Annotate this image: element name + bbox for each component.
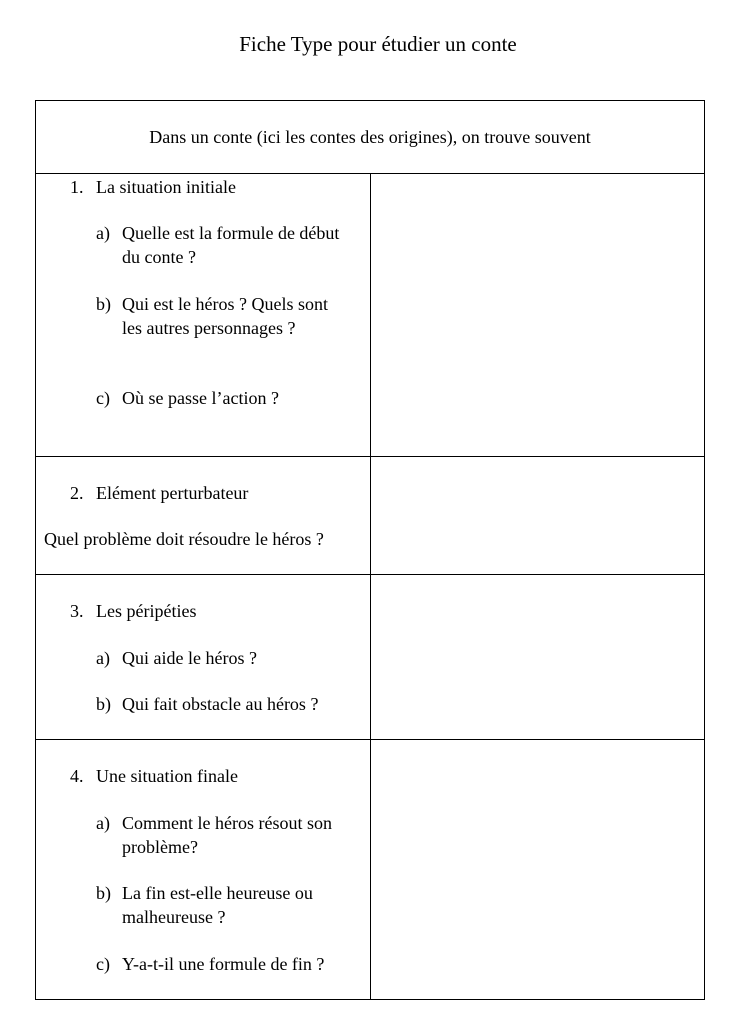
question-cell xyxy=(36,457,371,574)
story-worksheet-table xyxy=(35,100,705,1000)
section-situation-initiale xyxy=(36,174,704,457)
item-text: Qui est le héros ? Quels sont les autres personnages ? xyxy=(122,294,328,338)
item-marker: a) xyxy=(96,648,110,668)
section-number: 4. xyxy=(70,766,84,786)
question-cell xyxy=(36,174,371,456)
section-situation-finale xyxy=(36,740,704,999)
item-marker: b) xyxy=(96,694,111,714)
section-number: 2. xyxy=(70,483,84,503)
item-text: Quelle est la formule de début du conte ? xyxy=(122,223,340,267)
item-marker: a) xyxy=(96,223,110,243)
answer-cell xyxy=(371,174,704,456)
item-marker: c) xyxy=(96,388,110,408)
item-marker: b) xyxy=(96,883,111,903)
item-marker: b) xyxy=(96,294,111,314)
item-text: Comment le héros résout son problème? xyxy=(122,813,332,857)
section-heading: Les péripéties xyxy=(96,601,197,621)
item-marker: a) xyxy=(96,813,110,833)
section-number: 3. xyxy=(70,601,84,621)
item-text: Qui fait obstacle au héros ? xyxy=(122,694,319,714)
section-peripeties xyxy=(36,575,704,740)
section-number: 1. xyxy=(70,177,84,197)
section-heading: Une situation finale xyxy=(96,766,238,786)
question-cell xyxy=(36,575,371,739)
answer-cell xyxy=(371,575,704,739)
item-text: La fin est-elle heureuse ou malheureuse ? xyxy=(122,883,313,927)
item-marker: c) xyxy=(96,954,110,974)
item-text: Y-a-t-il une formule de fin ? xyxy=(122,954,325,974)
answer-cell xyxy=(371,457,704,574)
item-text: Où se passe l’action ? xyxy=(122,388,279,408)
section-heading: La situation initiale xyxy=(96,177,236,197)
question-cell xyxy=(36,740,371,999)
section-question: Quel problème doit résoudre le héros ? xyxy=(44,529,324,549)
document-title: Fiche Type pour étudier un conte xyxy=(239,32,517,56)
section-element-perturbateur xyxy=(36,457,704,575)
section-heading: Elément perturbateur xyxy=(96,483,249,503)
answer-cell xyxy=(371,740,704,999)
table-header: Dans un conte (ici les contes des origines), on trouve souvent xyxy=(36,101,704,174)
item-text: Qui aide le héros ? xyxy=(122,648,257,668)
